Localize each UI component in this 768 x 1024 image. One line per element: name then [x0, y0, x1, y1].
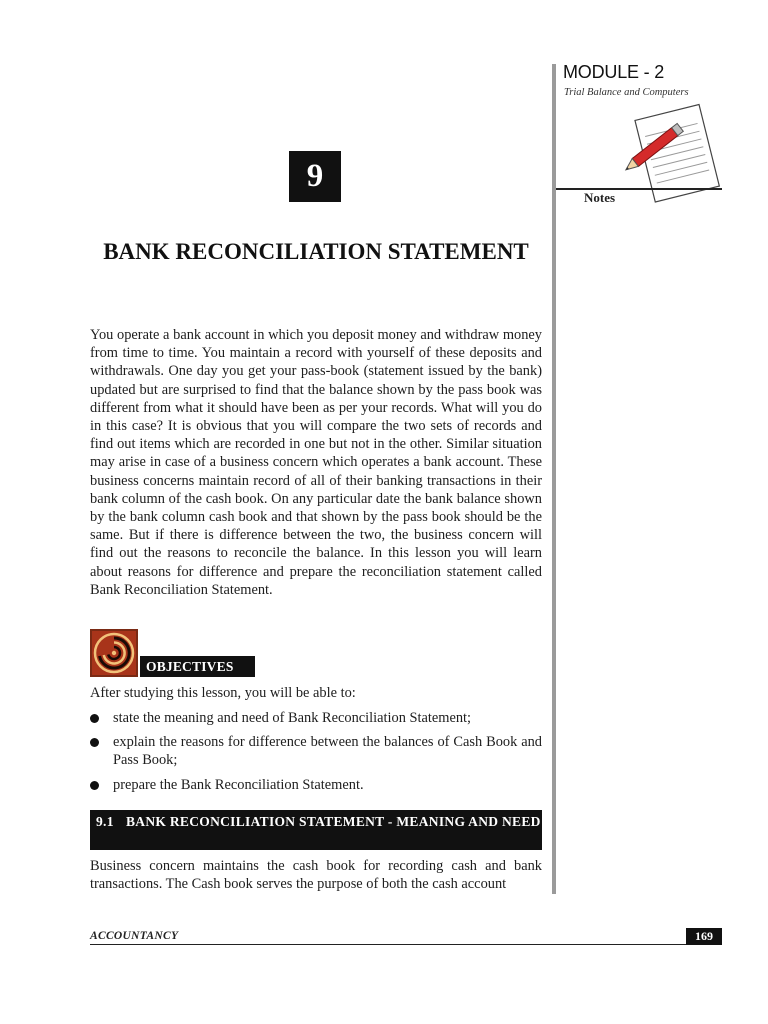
bullet-icon — [90, 781, 99, 790]
module-subtitle: Trial Balance and Computers — [564, 87, 689, 98]
footer-label: ACCOUNTANCY — [90, 930, 179, 942]
chapter-number-badge: 9 — [289, 151, 341, 202]
list-item — [90, 733, 542, 769]
bullet-icon — [90, 738, 99, 747]
objectives-list — [90, 709, 542, 800]
intro-paragraph: You operate a bank account in which you deposit money and withdraw money from time to time. You maintain a record with yourself of these deposits and withdrawals. One day you get your pass-book (statement issued by the bank) updated but are surprised to find that the balance shown by the pass book was different from what it should have been as per your records. What will you do in this case? It is obvious that you will compare the two sets of records and find out items which are recorded in one but not in the other. Similar situation may arise in case of a business concern which operates a bank account. These business concerns maintain record of all of their banking transactions in their bank column of the cash book. On any particular date the bank balance shown by the bank column cash book and that shown by the pass book should be the same. But if there is difference between the two, the business concern will find out the reasons to reconcile the balance. In this lesson you will learn about reasons for difference and prepare the reconciliation statement called Bank Reconciliation Statement. — [90, 327, 542, 598]
notes-divider — [556, 188, 722, 190]
page-number: 169 — [686, 928, 722, 945]
objective-text: state the meaning and need of Bank Reconciliation Statement; — [113, 710, 472, 726]
target-spiral-icon — [90, 629, 138, 677]
objectives-intro: After studying this lesson, you will be able to: — [90, 685, 356, 701]
objectives-heading: OBJECTIVES — [140, 656, 255, 677]
section-title: BANK RECONCILIATION STATEMENT - MEANING AND NEED — [126, 814, 541, 829]
objective-text: prepare the Bank Reconciliation Statement. — [113, 776, 364, 793]
list-item — [90, 709, 542, 727]
footer-rule — [90, 944, 722, 945]
chapter-title: BANK RECONCILIATION STATEMENT — [103, 239, 529, 264]
section-heading — [90, 810, 542, 850]
bullet-icon — [90, 714, 99, 723]
notepad-pencil-icon — [622, 100, 726, 206]
module-title: MODULE - 2 — [563, 62, 665, 82]
objective-text: explain the reasons for difference between the balances of Cash Book and Pass Book; — [113, 734, 542, 769]
section-number: 9.1 — [96, 814, 114, 829]
list-item — [90, 776, 542, 794]
notes-label: Notes — [584, 190, 616, 205]
section-paragraph: Business concern maintains the cash book for recording cash and bank transactions. The Cash book serves the purpose of both the cash account — [90, 858, 542, 893]
